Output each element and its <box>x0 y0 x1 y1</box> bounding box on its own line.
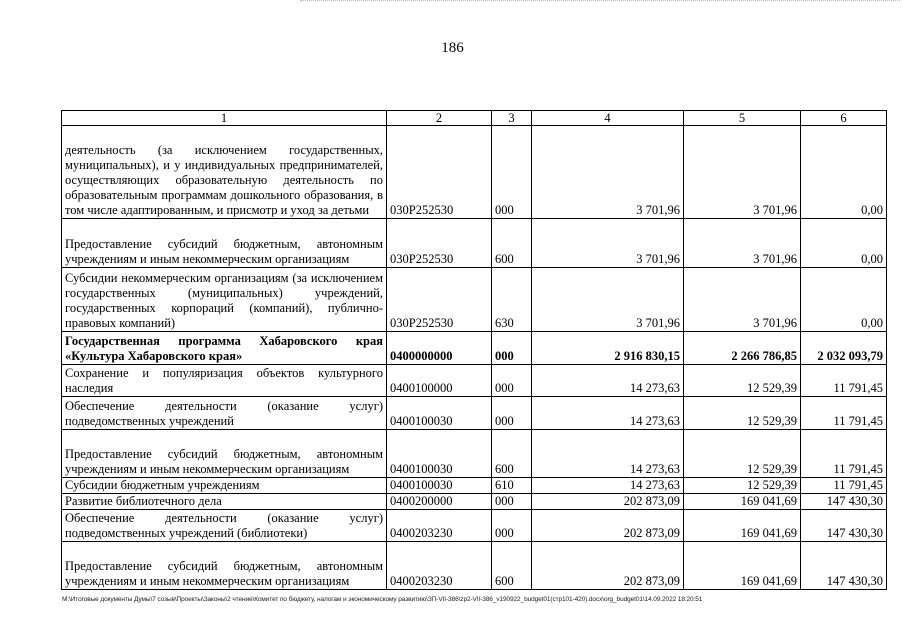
table-row <box>62 430 887 478</box>
row-amount-1-cell: 3 701,96 <box>532 268 684 332</box>
row-amount-3-cell: 2 032 093,79 <box>801 332 887 365</box>
row-name-cell: Предоставление субсидий бюджетным, автономным учреждениям и иным некоммерческим организациям <box>62 219 387 268</box>
row-code-cell: 0400203230 <box>387 510 492 542</box>
row-name-cell: Предоставление субсидий бюджетным, автономным учреждениям и иным некоммерческим организациям <box>62 430 387 478</box>
row-name-cell: Обеспечение деятельности (оказание услуг) подведомственных учреждений <box>62 397 387 430</box>
row-code-cell: 0400100000 <box>387 365 492 397</box>
row-type-cell: 000 <box>492 332 532 365</box>
row-amount-3-cell: 147 430,30 <box>801 510 887 542</box>
row-type-cell: 600 <box>492 430 532 478</box>
row-code-cell: 0400203230 <box>387 542 492 590</box>
row-amount-2-cell: 3 701,96 <box>684 268 801 332</box>
table-row <box>62 332 887 365</box>
table-row <box>62 397 887 430</box>
table-row <box>62 268 887 332</box>
table-row <box>62 126 887 219</box>
table-row <box>62 510 887 542</box>
row-type-cell: 000 <box>492 494 532 510</box>
row-amount-1-cell: 3 701,96 <box>532 126 684 219</box>
row-type-cell: 600 <box>492 542 532 590</box>
budget-table <box>61 110 887 590</box>
row-amount-1-cell: 202 873,09 <box>532 494 684 510</box>
row-amount-3-cell: 147 430,30 <box>801 542 887 590</box>
row-code-cell: 0400100030 <box>387 397 492 430</box>
row-amount-1-cell: 14 273,63 <box>532 478 684 494</box>
row-type-cell: 000 <box>492 397 532 430</box>
table-row <box>62 219 887 268</box>
row-amount-2-cell: 12 529,39 <box>684 365 801 397</box>
row-type-cell: 610 <box>492 478 532 494</box>
row-amount-2-cell: 12 529,39 <box>684 478 801 494</box>
row-amount-2-cell: 3 701,96 <box>684 219 801 268</box>
row-name-cell: Предоставление субсидий бюджетным, автономным учреждениям и иным некоммерческим организациям <box>62 542 387 590</box>
row-name-cell: Сохранение и популяризация объектов культурного наследия <box>62 365 387 397</box>
header-col-3: 3 <box>492 111 532 126</box>
row-amount-2-cell: 2 266 786,85 <box>684 332 801 365</box>
row-amount-3-cell: 147 430,30 <box>801 494 887 510</box>
row-code-cell: 030P252530 <box>387 219 492 268</box>
header-col-1: 1 <box>62 111 387 126</box>
table-row <box>62 494 887 510</box>
header-col-4: 4 <box>532 111 684 126</box>
budget-table-body <box>62 111 887 590</box>
row-amount-3-cell: 11 791,45 <box>801 478 887 494</box>
row-name-cell: деятельность (за исключением государственных, муниципальных), и у индивидуальных предпринимателей, осуществляющих образовательную деятельность по образовательным программам дошкольного образования, в том числе адаптированным, и присмотр и уход за детьми <box>62 126 387 219</box>
row-amount-2-cell: 169 041,69 <box>684 542 801 590</box>
row-amount-2-cell: 169 041,69 <box>684 494 801 510</box>
row-amount-1-cell: 14 273,63 <box>532 365 684 397</box>
table-header-row <box>62 111 887 126</box>
row-code-cell: 0400100030 <box>387 430 492 478</box>
table-row <box>62 542 887 590</box>
row-amount-3-cell: 11 791,45 <box>801 430 887 478</box>
table-row <box>62 478 887 494</box>
page-number: 186 <box>441 40 464 56</box>
row-amount-3-cell: 11 791,45 <box>801 397 887 430</box>
row-code-cell: 0400200000 <box>387 494 492 510</box>
document-file-path: M:\Итоговые документы Думы\7 созыв\Проекты\Законы\2 чтение\Комитет по бюджету, налогам и экономическому развитию\ЗП-VII-386\zp2-VII-386_v190922_budget01(стр101-420).docx\org_budget01\14.09.2022 18:20:51 <box>62 596 703 603</box>
row-name-cell: Обеспечение деятельности (оказание услуг) подведомственных учреждений (библиотеки) <box>62 510 387 542</box>
row-amount-2-cell: 12 529,39 <box>684 397 801 430</box>
row-amount-1-cell: 14 273,63 <box>532 430 684 478</box>
row-amount-1-cell: 202 873,09 <box>532 510 684 542</box>
row-amount-3-cell: 0,00 <box>801 219 887 268</box>
row-amount-3-cell: 0,00 <box>801 268 887 332</box>
row-amount-3-cell: 11 791,45 <box>801 365 887 397</box>
row-amount-1-cell: 14 273,63 <box>532 397 684 430</box>
row-type-cell: 000 <box>492 365 532 397</box>
row-type-cell: 000 <box>492 510 532 542</box>
row-amount-2-cell: 3 701,96 <box>684 126 801 219</box>
row-type-cell: 000 <box>492 126 532 219</box>
row-code-cell: 0400000000 <box>387 332 492 365</box>
row-name-cell: Государственная программа Хабаровского края «Культура Хабаровского края» <box>62 332 387 365</box>
row-name-cell: Субсидии некоммерческим организациям (за исключением государственных (муниципальных) учреждений, государственных корпораций (компаний), публично-правовых компаний) <box>62 268 387 332</box>
row-code-cell: 030P252530 <box>387 268 492 332</box>
header-col-2: 2 <box>387 111 492 126</box>
table-row <box>62 365 887 397</box>
header-col-5: 5 <box>684 111 801 126</box>
row-amount-1-cell: 3 701,96 <box>532 219 684 268</box>
row-code-cell: 030P252530 <box>387 126 492 219</box>
row-amount-2-cell: 169 041,69 <box>684 510 801 542</box>
row-amount-1-cell: 202 873,09 <box>532 542 684 590</box>
row-name-cell: Развитие библиотечного дела <box>62 494 387 510</box>
header-col-6: 6 <box>801 111 887 126</box>
scan-artifact-line <box>300 0 900 4</box>
row-type-cell: 600 <box>492 219 532 268</box>
row-amount-3-cell: 0,00 <box>801 126 887 219</box>
row-name-cell: Субсидии бюджетным учреждениям <box>62 478 387 494</box>
row-amount-1-cell: 2 916 830,15 <box>532 332 684 365</box>
row-type-cell: 630 <box>492 268 532 332</box>
row-code-cell: 0400100030 <box>387 478 492 494</box>
row-amount-2-cell: 12 529,39 <box>684 430 801 478</box>
